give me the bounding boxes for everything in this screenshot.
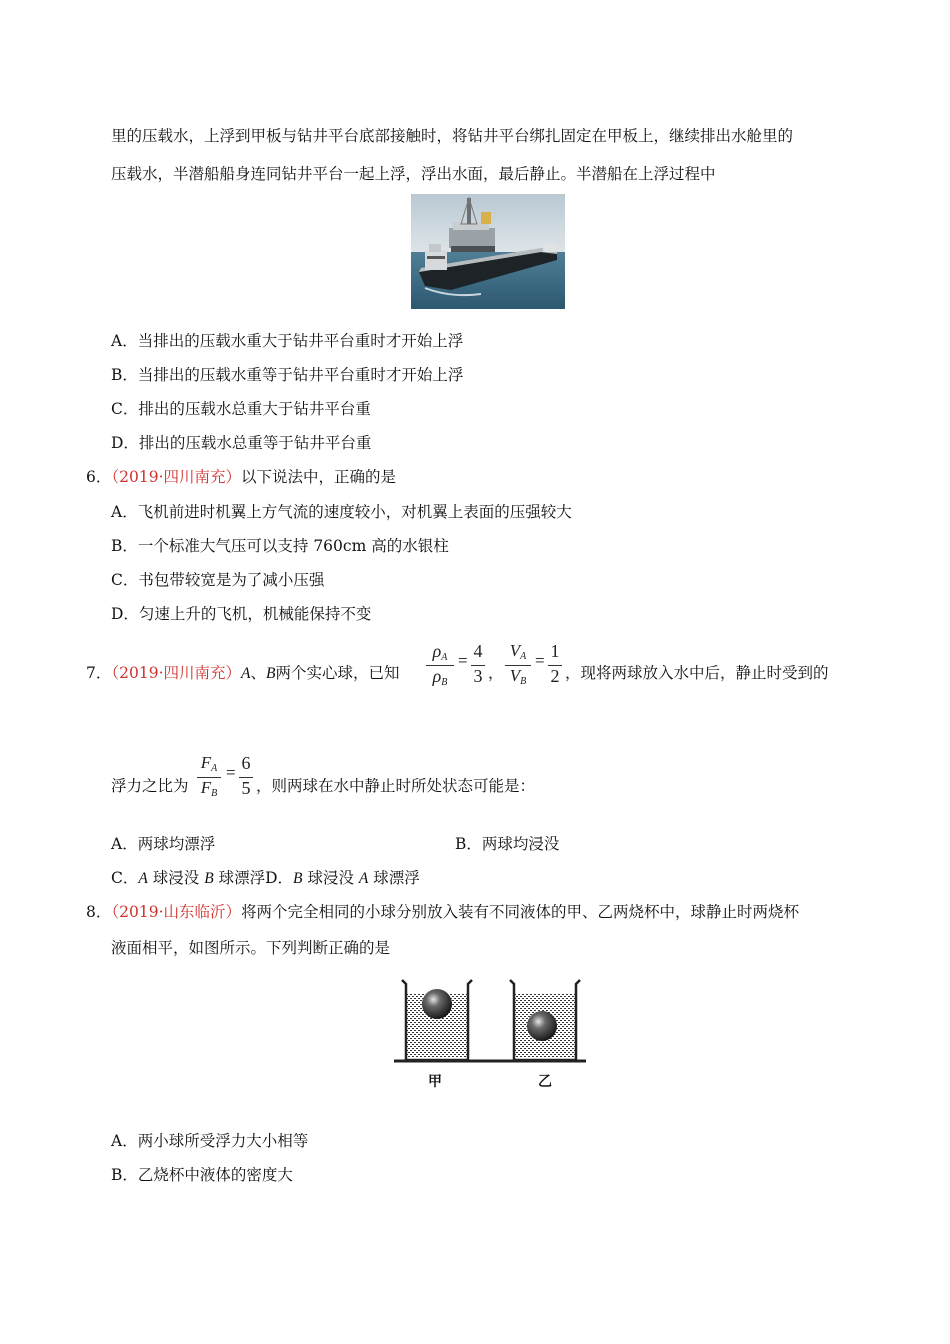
q7-source: （2019·四川南充） — [111, 664, 241, 682]
q8-option-a[interactable]: A．两小球所受浮力大小相等 — [111, 1132, 309, 1150]
q7-volume-ratio — [505, 641, 531, 689]
q7-volume-value — [548, 641, 562, 689]
q8-stem2: 液面相平，如图所示。下列判断正确的是 — [111, 939, 391, 957]
q6-option-b[interactable]: B．一个标准大气压可以支持 760cm 高的水银柱 — [111, 537, 449, 555]
semi-submersible-ship-image — [411, 194, 565, 309]
q7-f-a-sub: A — [211, 763, 218, 774]
q7-header — [86, 663, 399, 684]
q7-var-a: A — [241, 665, 251, 682]
q6-number: 6． — [86, 468, 112, 486]
q7-v-b: V — [509, 666, 521, 685]
q5-option-d[interactable]: D．排出的压载水总重等于钻井平台重 — [111, 434, 372, 452]
q7-var-b: B — [265, 665, 276, 682]
q8-header — [86, 902, 799, 922]
q7-buoyancy-ratio — [197, 753, 221, 801]
q7-eq-1: = — [458, 651, 468, 670]
q7-option-d[interactable] — [265, 869, 420, 887]
q5-stem-line1: 里的压载水，上浮到甲板与钻井平台底部接触时，将钻井平台绑扎固定在甲板上，继续排出水舱里的 — [111, 127, 794, 145]
q7-option-c[interactable] — [111, 869, 265, 887]
q7-rho-b: ρ — [432, 666, 442, 686]
q7-option-c-var-b: B — [204, 870, 214, 887]
q7-buoyancy-den: 5 — [241, 778, 251, 798]
beakers-diagram — [394, 974, 586, 1066]
q7-option-c-prefix: C． — [111, 869, 139, 887]
q5-option-b[interactable]: B．当排出的压载水重等于钻井平台重时才开始上浮 — [111, 366, 464, 384]
q7-sep: 、 — [250, 664, 266, 682]
q6-option-a[interactable]: A．飞机前进时机翼上方气流的速度较小，对机翼上表面的压强较大 — [111, 503, 572, 521]
q7-buoyancy-value — [239, 753, 253, 801]
q6-header — [86, 467, 396, 487]
q7-v-a: V — [509, 641, 521, 660]
q7-option-b[interactable]: B．两球均浸没 — [455, 835, 560, 853]
q7-v-a-sub: A — [520, 651, 527, 662]
q5-option-a[interactable]: A．当排出的压载水重大于钻井平台重时才开始上浮 — [111, 332, 464, 350]
q7-stem-b: ，现将两球放入水中后，静止时受到的 — [565, 664, 829, 682]
q7-density-num: 4 — [473, 641, 483, 661]
q6-stem: 以下说法中，正确的是 — [241, 468, 397, 486]
q7-density-value — [471, 641, 485, 689]
q8-number: 8． — [86, 903, 112, 921]
q7-density-ratio — [426, 641, 454, 689]
q6-option-d[interactable]: D．匀速上升的飞机，机械能保持不变 — [111, 605, 372, 623]
q7-volume-num: 1 — [550, 641, 560, 661]
q7-stem-d: ，则两球在水中静止时所处状态可能是： — [256, 777, 536, 795]
q7-option-d-text1: 球浸没 — [302, 869, 359, 887]
q7-f-a: F — [200, 753, 212, 772]
q7-volume-den: 2 — [550, 666, 560, 686]
q7-option-c-text2: 球漂浮 — [213, 869, 266, 887]
q6-option-c[interactable]: C．书包带较宽是为了减小压强 — [111, 571, 325, 589]
q7-option-d-prefix: D． — [265, 869, 294, 887]
q7-option-d-var-a: A — [358, 870, 369, 887]
q7-option-c-text1: 球浸没 — [147, 869, 205, 887]
q7-option-a[interactable]: A．两球均漂浮 — [111, 835, 216, 853]
q7-rho-a: ρ — [432, 641, 442, 661]
q7-f-b: F — [200, 778, 212, 797]
q7-eq-3: = — [226, 763, 236, 782]
q7-stem-c: 浮力之比为 — [111, 777, 189, 795]
q7-option-c-var-a: A — [138, 870, 148, 887]
q8-stem1: 将两个完全相同的小球分别放入装有不同液体的甲、乙两烧杯中，球静止时两烧杯 — [241, 903, 800, 921]
q6-source: （2019·四川南充） — [111, 468, 241, 486]
q5-stem-line2: 压载水，半潜船船身连同钻井平台一起上浮，浮出水面，最后静止。半潜船在上浮过程中 — [111, 165, 716, 183]
q7-eq-2: = — [535, 651, 545, 670]
q7-stem-a: 两个实心球，已知 — [275, 664, 400, 682]
q7-rho-b-sub: B — [441, 677, 448, 688]
beaker-label-yi: 乙 — [538, 1074, 552, 1090]
q8-source: （2019·山东临沂） — [111, 903, 241, 921]
q7-density-den: 3 — [473, 666, 483, 686]
q7-option-d-text2: 球漂浮 — [368, 869, 420, 887]
q7-number: 7． — [86, 664, 112, 682]
q7-f-b-sub: B — [211, 788, 218, 799]
q8-option-b[interactable]: B．乙烧杯中液体的密度大 — [111, 1166, 293, 1184]
beaker-label-jia: 甲 — [428, 1074, 442, 1090]
q5-option-c[interactable]: C．排出的压载水总重大于钻井平台重 — [111, 400, 371, 418]
q7-comma: ， — [488, 664, 504, 682]
q7-buoyancy-num: 6 — [241, 753, 251, 773]
q7-v-b-sub: B — [520, 676, 527, 687]
q7-rho-a-sub: A — [441, 652, 448, 663]
q7-option-d-var-b: B — [293, 870, 303, 887]
q7-options-cd — [111, 868, 420, 889]
